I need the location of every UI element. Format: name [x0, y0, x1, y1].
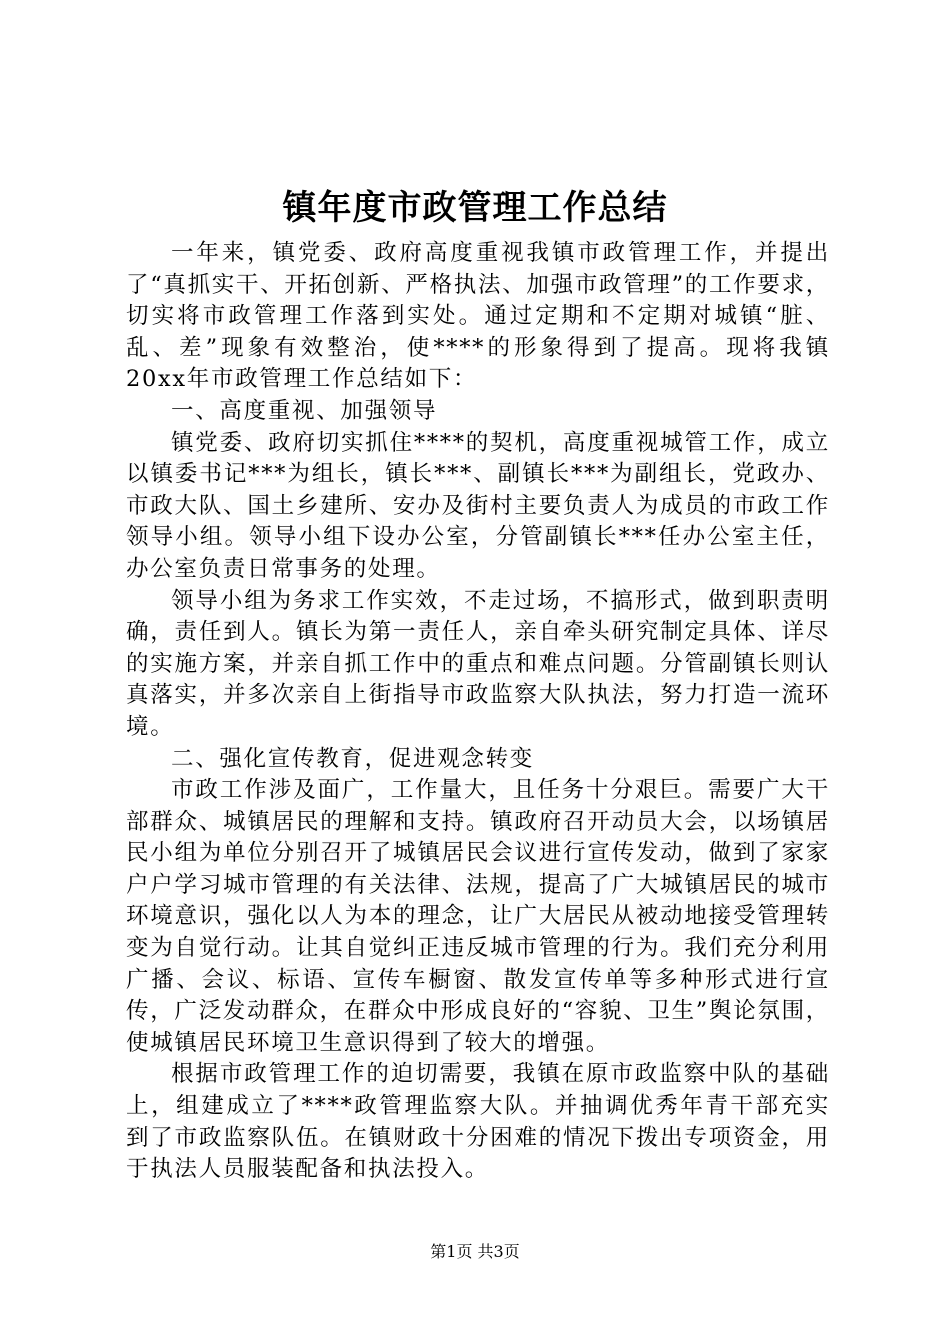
document-title: 镇年度市政管理工作总结 [282, 188, 668, 228]
section-heading: 一、高度重视、加强领导 [171, 397, 438, 424]
body-paragraph: 镇党委、政府切实抓住****的契机，高度重视城管工作，成立以镇委书记***为组长，镇长***、副镇长***为副组长，党政办、市政大队、国土乡建所、安办及街村主要负责人为成员的市政工作领导小组。领导小组下设办公室，分管副镇长***任办公室主任，办公室负责日常事务的处理。 [126, 429, 830, 582]
body-paragraph: 市政工作涉及面广，工作量大，且任务十分艰巨。需要广大干部群众、城镇居民的理解和支持。镇政府召开动员大会，以场镇居民小组为单位分别召开了城镇居民会议进行宣传发动，做到了家家户户学习城市管理的有关法律、法规，提高了广大城镇居民的城市环境意识，强化以人为本的理念，让广大居民从被动地接受管理转变为自觉行动。让其自觉纠正违反城市管理的行为。我们充分利用广播、会议、标语、宣传车橱窗、散发宣传单等多种形式进行宣传，广泛发动群众，在群众中形成良好的“容貌、卫生”舆论氛围，使城镇居民环境卫生意识得到了较大的增强。 [126, 777, 831, 1056]
body-paragraph: 根据市政管理工作的迫切需要，我镇在原市政监察中队的基础上，组建成立了****政管理监察大队。并抽调优秀年青干部充实到了市政监察队伍。在镇财政十分困难的情况下拨出专项资金，用于执法人员服装配备和执法投入。 [126, 1061, 830, 1183]
section-heading: 二、强化宣传教育，促进观念转变 [171, 745, 535, 772]
document-body [126, 238, 830, 1186]
body-paragraph: 一年来，镇党委、政府高度重视我镇市政管理工作，并提出了“真抓实干、开拓创新、严格执法、加强市政管理”的工作要求，切实将市政管理工作落到实处。通过定期和不定期对城镇“脏、乱、差”现象有效整治，使****的形象得到了提高。现将我镇20xx年市政管理工作总结如下： [126, 240, 831, 393]
page-footer: 第1页 共3页 [430, 1242, 520, 1261]
body-paragraph: 领导小组为务求工作实效，不走过场，不搞形式，做到职责明确，责任到人。镇长为第一责任人，亲自牵头研究制定具体、详尽的实施方案，并亲自抓工作中的重点和难点问题。分管副镇长则认真落实，并多次亲自上街指导市政监察大队执法，努力打造一流环境。 [126, 587, 830, 740]
